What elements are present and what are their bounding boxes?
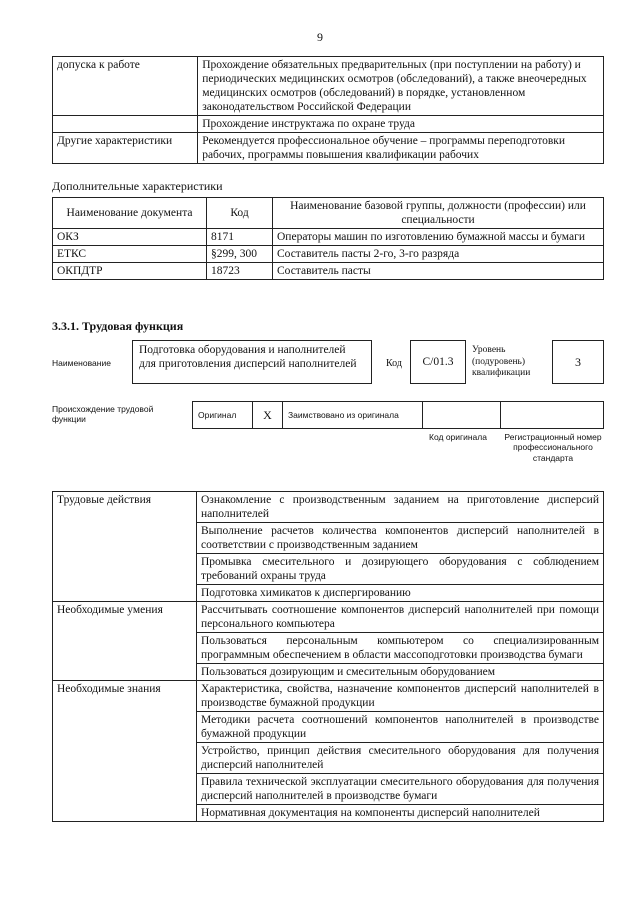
table-row xyxy=(53,229,604,246)
borrowed-label: Заимствовано из оригинала xyxy=(283,402,423,428)
table-cell: §299, 300 xyxy=(207,246,273,263)
table-cell: ОКЗ xyxy=(53,229,207,246)
origin-label: Происхождение трудовой функции xyxy=(52,404,154,425)
group-label: Необходимые знания xyxy=(53,681,197,822)
table-cell: Составитель пасты xyxy=(273,263,604,280)
table-row xyxy=(53,602,604,633)
list-item: Пользоваться дозирующим и смесительным оборудованием xyxy=(197,664,604,681)
table-row xyxy=(53,116,604,133)
table-cell: 18723 xyxy=(207,263,273,280)
registration-number-label: Регистрационный номер профессионального стандарта xyxy=(504,432,602,463)
table-cell: Составитель пасты 2-го, 3-го разряда xyxy=(273,246,604,263)
column-header: Код xyxy=(207,198,273,229)
list-item: Правила технической эксплуатации смесительного оборудования для получения дисперсий наполнителей в производстве бумаги xyxy=(197,774,604,805)
table-cell-label xyxy=(53,116,198,133)
table-cell-label: Другие характеристики xyxy=(53,133,198,164)
list-item: Промывка смесительного и дозирующего оборудования с соблюдением требований охраны труда xyxy=(197,554,604,585)
table-cell: ОКПДТР xyxy=(53,263,207,280)
code-original-label: Код оригинала xyxy=(429,432,487,442)
table-cell-label: допуска к работе xyxy=(53,57,198,116)
table-row xyxy=(53,681,604,712)
list-item: Характеристика, свойства, назначение компонентов дисперсий наполнителей в производстве бумажной продукции xyxy=(197,681,604,712)
list-item: Ознакомление с производственным заданием на приготовление дисперсий наполнителей xyxy=(197,492,604,523)
list-item: Нормативная документация на компоненты дисперсий наполнителей xyxy=(197,805,604,822)
group-label: Трудовые действия xyxy=(53,492,197,602)
list-item: Выполнение расчетов количества компонентов дисперсий наполнителей в соответствии с производственным заданием xyxy=(197,523,604,554)
table-row xyxy=(53,246,604,263)
column-header: Наименование базовой группы, должности (профессии) или специальности xyxy=(273,198,604,229)
function-details-table xyxy=(52,491,604,822)
table-row xyxy=(53,492,604,523)
origin-row xyxy=(192,401,604,429)
admission-table xyxy=(52,56,604,164)
list-item: Устройство, принцип действия смесительного оборудования для получения дисперсий наполнителей xyxy=(197,743,604,774)
page-number: 9 xyxy=(317,30,323,44)
table-row xyxy=(53,133,604,164)
table-cell: 8171 xyxy=(207,229,273,246)
group-label: Необходимые умения xyxy=(53,602,197,681)
table-cell-text: Прохождение инструктажа по охране труда xyxy=(198,116,604,133)
table-cell-text: Рекомендуется профессиональное обучение – программы переподготовки рабочих, программы повышения квалификации рабочих xyxy=(198,133,604,164)
list-item: Подготовка химикатов к диспергированию xyxy=(197,585,604,602)
original-mark: X xyxy=(253,402,283,428)
function-name-value: Подготовка оборудования и наполнителей для приготовления дисперсий наполнителей xyxy=(132,340,372,384)
code-label: Код xyxy=(386,358,402,369)
table-cell: Операторы машин по изготовлению бумажной массы и бумаги xyxy=(273,229,604,246)
list-item: Методики расчета соотношений компонентов наполнителей в производстве бумажной продукции xyxy=(197,712,604,743)
regnum-cell xyxy=(501,402,603,428)
section-title: 3.3.1. Трудовая функция xyxy=(52,319,184,333)
function-code-value: C/01.3 xyxy=(410,340,466,384)
table-header-row xyxy=(53,198,604,229)
table-cell: ЕТКС xyxy=(53,246,207,263)
list-item: Пользоваться персональным компьютером со специализированным программным обеспечением в области массоподготовки производства бумаги xyxy=(197,633,604,664)
additional-characteristics-table xyxy=(52,197,604,280)
qualification-level-value: 3 xyxy=(552,340,604,384)
qualification-level-label: Уровень (подуровень) квалификации xyxy=(472,345,531,379)
name-label: Наименование xyxy=(52,358,111,368)
column-header: Наименование документа xyxy=(53,198,207,229)
original-label: Оригинал xyxy=(193,402,253,428)
table-row xyxy=(53,263,604,280)
table-row xyxy=(53,57,604,116)
list-item: Рассчитывать соотношение компонентов дисперсий наполнителей при помощи персонального компьютера xyxy=(197,602,604,633)
table-cell-text: Прохождение обязательных предварительных (при поступлении на работу) и периодических медицинских осмотров (обследований), а также внеочередных медицинских осмотров (обследований) в порядке, установленном законодательством Российской Федерации xyxy=(198,57,604,116)
code-original-cell xyxy=(423,402,501,428)
additional-characteristics-title: Дополнительные характеристики xyxy=(52,179,223,193)
